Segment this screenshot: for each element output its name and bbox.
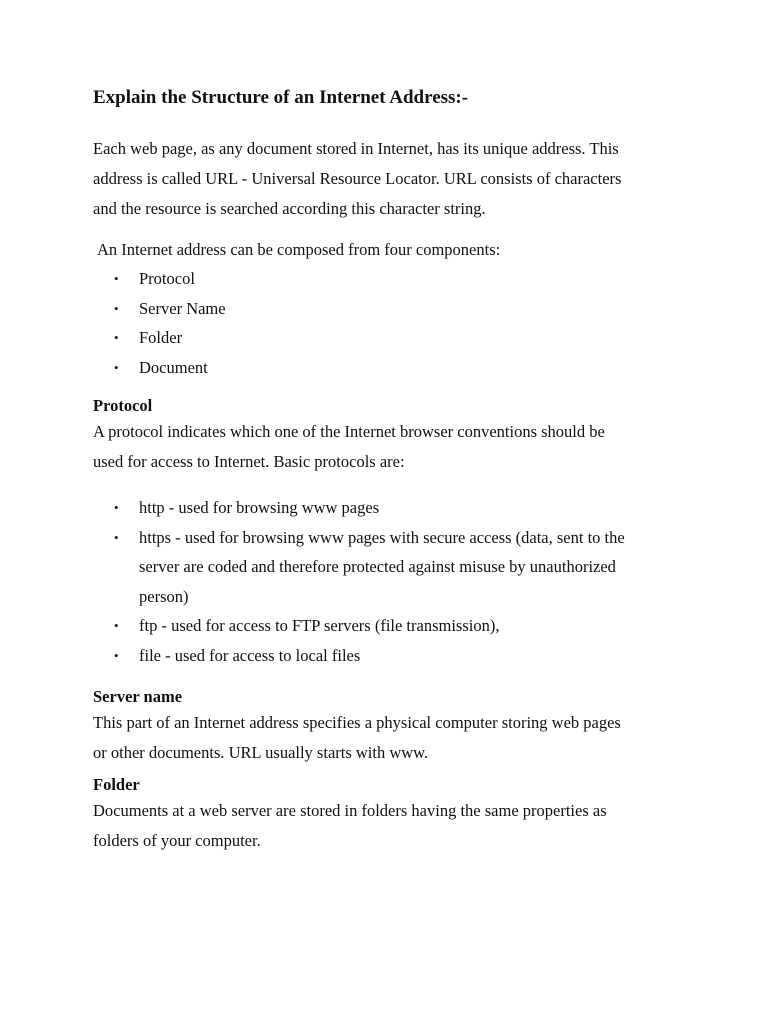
folder-line: Documents at a web server are stored in folders having the same properties as: [93, 801, 607, 820]
list-item: • Protocol: [93, 264, 693, 294]
list-item: [93, 493, 693, 523]
intro-paragraph: [93, 134, 693, 224]
intro-line: and the resource is searched according this character string.: [93, 199, 486, 218]
list-item-line: • file - used for access to local files: [139, 645, 361, 665]
protocol-line: used for access to Internet. Basic protocols are:: [93, 452, 405, 471]
server-name-heading: Server name: [93, 687, 183, 706]
server-line: This part of an Internet address specifies a physical computer storing web pages: [93, 713, 621, 732]
server-line: or other documents. URL usually starts with www.: [93, 743, 429, 762]
list-item-line: • https - used for browsing www pages with secure access (data, sent to the: [139, 527, 625, 547]
server-name-paragraph: [93, 708, 693, 768]
list-item: • Server Name: [93, 294, 693, 324]
list-item: [93, 641, 693, 671]
folder-paragraph: [93, 796, 693, 856]
components-intro: An Internet address can be composed from four components:: [97, 240, 501, 259]
document-title: Explain the Structure of an Internet Address:-: [93, 87, 469, 108]
list-item: • Document: [93, 353, 693, 383]
list-item-line: person): [139, 586, 189, 606]
protocols-list: [93, 493, 693, 670]
protocol-paragraph: [93, 417, 693, 477]
list-item: [93, 611, 693, 641]
list-item-line: • http - used for browsing www pages: [139, 498, 380, 517]
protocol-line: A protocol indicates which one of the Internet browser conventions should be: [93, 422, 605, 441]
list-item-line: server are coded and therefore protected against misuse by unauthorized: [139, 557, 616, 576]
list-item: • Folder: [93, 323, 693, 353]
folder-line: folders of your computer.: [93, 831, 261, 850]
list-item: [93, 523, 693, 612]
list-item-line: • ftp - used for access to FTP servers (file transmission),: [139, 616, 500, 635]
protocol-heading: Protocol: [93, 396, 153, 415]
folder-heading: Folder: [93, 775, 140, 794]
intro-line: address is called URL - Universal Resource Locator. URL consists of characters: [93, 169, 622, 188]
intro-line: Each web page, as any document stored in Internet, has its unique address. This: [93, 139, 619, 158]
components-list: [93, 264, 693, 382]
document-page: [93, 86, 693, 856]
